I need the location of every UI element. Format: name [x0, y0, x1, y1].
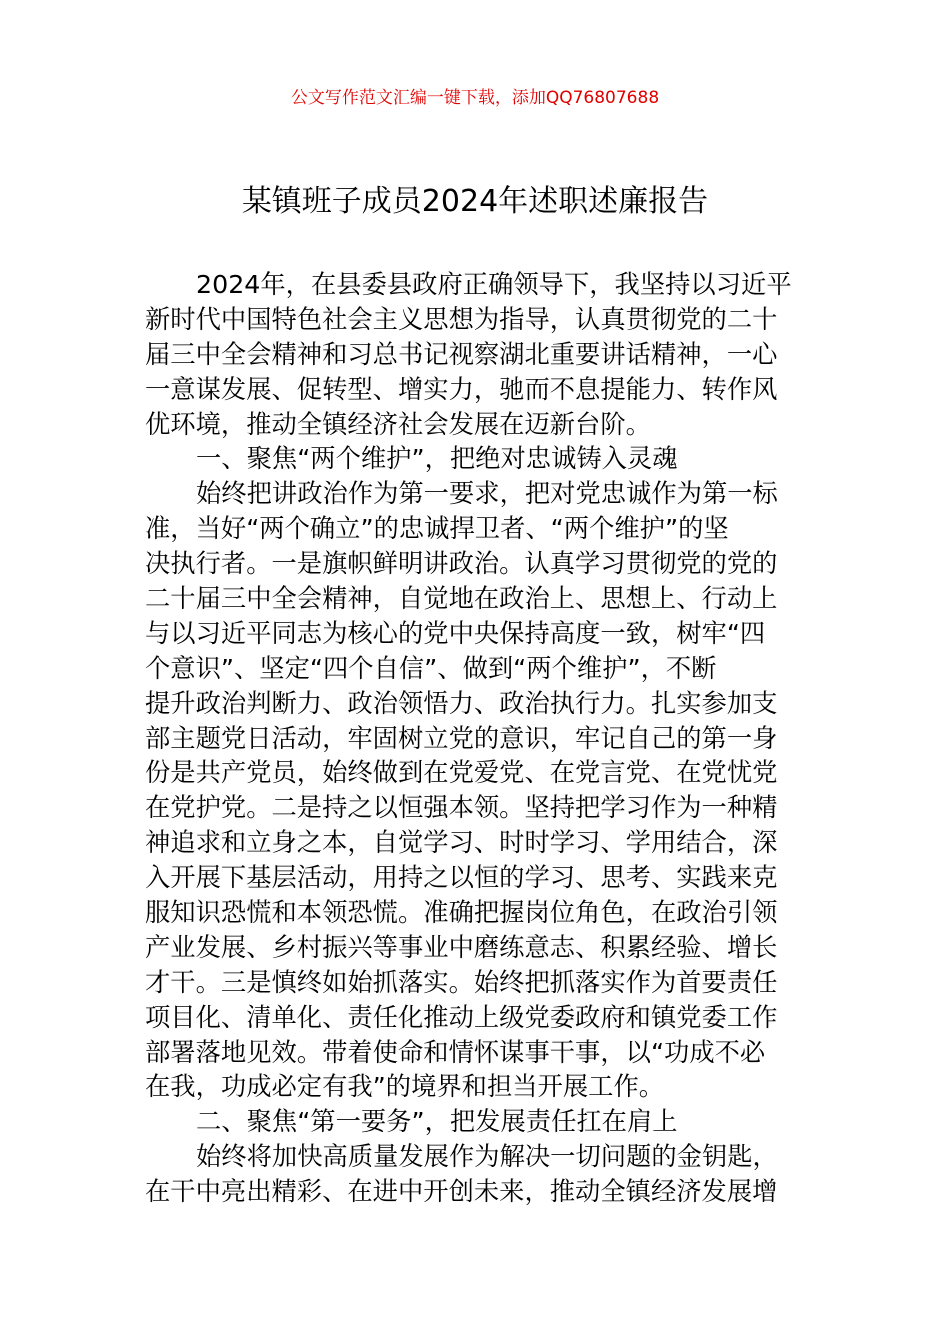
text-line: 新时代中国特色社会主义思想为指导，认真贯彻党的二十	[145, 304, 778, 334]
text-line: 个意识”、坚定“四个自信”、做到“两个维护”，不断	[145, 653, 717, 683]
text-line: 部主题党日活动，牢固树立党的意识，牢记自己的第一身	[145, 723, 778, 753]
text-line: 一意谋发展、促转型、增实力，驰而不息提能力、转作风	[145, 374, 778, 404]
text-line: 届三中全会精神和习总书记视察湖北重要讲话精神，一心	[145, 339, 778, 369]
text-line: 才干。三是慎终如始抓落实。始终把抓落实作为首要责任	[145, 967, 778, 997]
text-line: 准，当好“两个确立”的忠诚捍卫者、“两个维护”的坚	[145, 514, 729, 544]
document-body	[145, 268, 810, 1210]
text-line: 与以习近平同志为核心的党中央保持高度一致，树牢“四	[145, 618, 766, 648]
document-title: 某镇班子成员2024年述职述廉报告	[241, 184, 709, 219]
text-line: 份是共产党员，始终做到在党爱党、在党言党、在党忧党	[145, 758, 778, 788]
text-line: 始终把讲政治作为第一要求，把对党忠诚作为第一标	[196, 479, 778, 509]
text-line: 二十届三中全会精神，自觉地在政治上、思想上、行动上	[145, 584, 778, 614]
text-line: 神追求和立身之本，自觉学习、时时学习、学用结合，深	[145, 828, 778, 858]
text-line: 一、聚焦“两个维护”，把绝对忠诚铸入灵魂	[196, 444, 678, 474]
text-line: 在党护党。二是持之以恒强本领。坚持把学习作为一种精	[145, 793, 778, 823]
text-line: 提升政治判断力、政治领悟力、政治执行力。扎实参加支	[145, 688, 778, 718]
text-line: 始终将加快高质量发展作为解决一切问题的金钥匙，	[196, 1142, 778, 1172]
text-line: 在干中亮出精彩、在进中开创未来，推动全镇经济发展增	[145, 1177, 778, 1207]
text-line: 决执行者。一是旗帜鲜明讲政治。认真学习贯彻党的党的	[145, 549, 778, 579]
text-line: 项目化、清单化、责任化推动上级党委政府和镇党委工作	[145, 1002, 778, 1032]
text-line: 部署落地见效。带着使命和情怀谋事干事，以“功成不必	[145, 1037, 766, 1067]
text-line: 在我，功成必定有我”的境界和担当开展工作。	[145, 1072, 665, 1102]
text-line: 2024年，在县委县政府正确领导下，我坚持以习近平	[196, 270, 792, 299]
header-note: 公文写作范文汇编一键下载，添加QQ76807688	[290, 88, 660, 108]
text-line: 服知识恐慌和本领恐慌。准确把握岗位角色，在政治引领	[145, 898, 778, 928]
text-line: 优环境，推动全镇经济社会发展在迈新台阶。	[145, 409, 651, 439]
text-line: 产业发展、乡村振兴等事业中磨练意志、积累经验、增长	[145, 932, 778, 962]
text-line: 二、聚焦“第一要务”，把发展责任扛在肩上	[196, 1107, 678, 1137]
text-line: 入开展下基层活动，用持之以恒的学习、思考、实践来克	[145, 863, 778, 893]
